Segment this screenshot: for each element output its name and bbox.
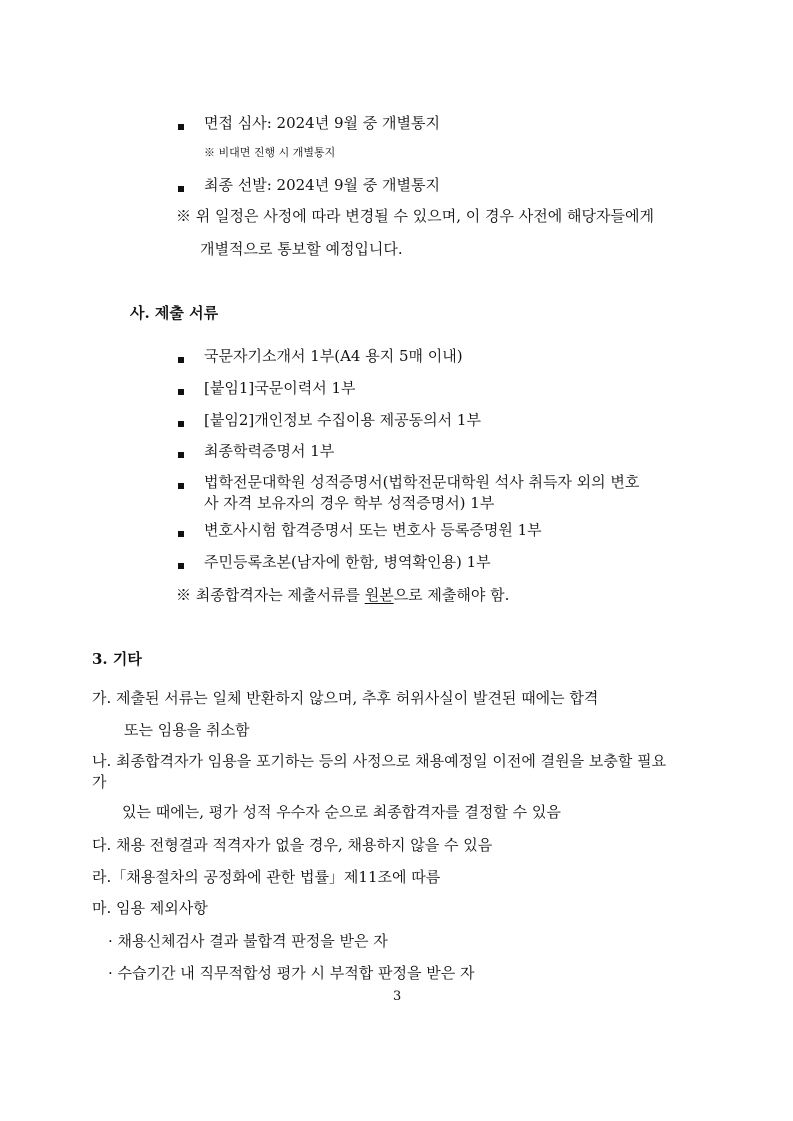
other-ma: 마. 임용 제외사항 <box>92 899 208 917</box>
schedule-note-line-1: ※ 위 일정은 사정에 따라 변경될 수 있으며, 이 경우 사전에 해당자들에게 <box>176 207 654 225</box>
bullet-icon <box>178 389 184 395</box>
bullet-icon <box>178 483 184 489</box>
other-ma-sub-1: · 채용신체검사 결과 불합격 판정을 받은 자 <box>108 932 388 950</box>
other-na-line-1: 나. 최종합격자가 임용을 포기하는 등의 사정으로 채용예정일 이전에 결원을 보충할 필요 <box>92 752 667 770</box>
document-item: 변호사시험 합격증명서 또는 변호사 등록증명원 1부 <box>204 521 542 539</box>
document-item-continuation: 사 자격 보유자의 경우 학부 성적증명서) 1부 <box>204 494 495 512</box>
bullet-icon <box>178 531 184 537</box>
other-heading: 3. 기타 <box>92 650 142 668</box>
other-ga-line-2: 또는 임용을 취소함 <box>124 721 250 739</box>
documents-note-original: 원본 <box>364 586 394 604</box>
other-ga-line-1: 가. 제출된 서류는 일체 반환하지 않으며, 추후 허위사실이 발견된 때에는 합격 <box>92 689 599 707</box>
bullet-icon <box>178 186 184 192</box>
other-ra: 라.「채용절차의 공정화에 관한 법률」제11조에 따름 <box>92 868 441 886</box>
document-item: [붙임1]국문이력서 1부 <box>204 379 356 397</box>
documents-note-prefix: ※ 최종합격자는 제출서류를 <box>176 586 365 604</box>
schedule-note-line-2: 개별적으로 통보할 예정입니다. <box>200 240 403 258</box>
bullet-icon <box>178 421 184 427</box>
page-number: 3 <box>393 989 402 1004</box>
document-item: [붙임2]개인정보 수집이용 제공동의서 1부 <box>204 411 481 429</box>
document-item: 주민등록초본(남자에 한함, 병역확인용) 1부 <box>204 553 491 571</box>
bullet-icon <box>178 563 184 569</box>
other-na-line-3: 있는 때에는, 평가 성적 우수자 순으로 최종합격자를 결정할 수 있음 <box>122 803 561 821</box>
document-item: 법학전문대학원 성적증명서(법학전문대학원 석사 취득자 외의 변호 <box>204 473 640 491</box>
other-na-line-2: 가 <box>92 773 107 791</box>
other-da: 다. 채용 전형결과 적격자가 없을 경우, 채용하지 않을 수 있음 <box>92 836 493 854</box>
bullet-icon <box>178 357 184 363</box>
interview-note: ※ 비대면 진행 시 개별통지 <box>204 146 336 159</box>
interview-schedule: 면접 심사: 2024년 9월 중 개별통지 <box>204 114 441 132</box>
documents-note <box>176 586 509 604</box>
documents-heading: 사. 제출 서류 <box>130 304 219 322</box>
bullet-icon <box>178 452 184 458</box>
document-item: 최종학력증명서 1부 <box>204 442 335 460</box>
bullet-icon <box>178 124 184 130</box>
final-selection-schedule: 최종 선발: 2024년 9월 중 개별통지 <box>204 176 441 194</box>
document-item: 국문자기소개서 1부(A4 용지 5매 이내) <box>204 347 463 365</box>
documents-note-suffix: 으로 제출해야 함. <box>393 586 510 604</box>
other-ma-sub-2: · 수습기간 내 직무적합성 평가 시 부적합 판정을 받은 자 <box>108 964 475 982</box>
